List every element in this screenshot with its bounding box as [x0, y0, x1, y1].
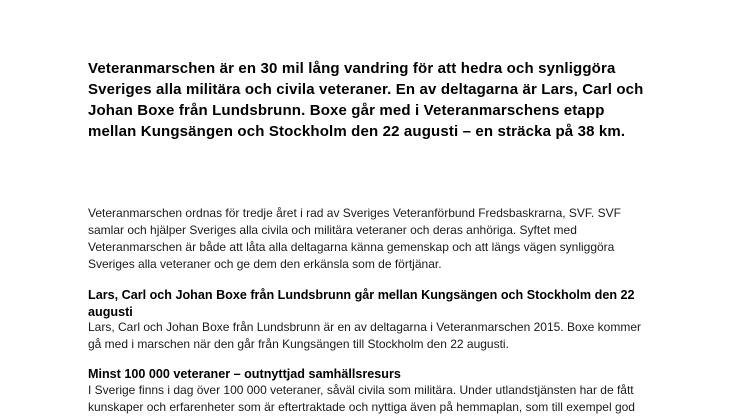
section-heading: Minst 100 000 veteraner – outnyttjad samhällsresurs	[88, 367, 401, 381]
section-paragraph: Lars, Carl och Johan Boxe från Lundsbrunn är en av deltagarna i Veteranmarschen 2015. Boxe kommer gå med i marschen när den går från Kungsängen till Stockholm den 22 augusti.	[88, 320, 641, 351]
intro-paragraph: Veteranmarschen ordnas för tredje året i rad av Sveriges Veteranförbund Fredsbaskrarna, SVF. SVF samlar och hjälper Sveriges alla civila och militära veteraner och deras anhöriga. Syftet med Veteranmarschen är både att låta alla deltagarna känna gemenskap och att längs vägen synliggöra Sveriges alla veteraner och ge dem den erkänsla som de förtjänar.	[88, 206, 621, 271]
section-paragraph: I Sverige finns i dag över 100 000 veteraner, såväl civila som militära. Under utlandstjänsten har de fått kunskaper och erfarenheter som är eftertraktade och nyttiga även på hemmaplan, som till exempel god	[88, 383, 635, 414]
lead-paragraph: Veteranmarschen är en 30 mil lång vandring för att hedra och synliggöra Sveriges alla militära och civila veteraner. En av deltagarna är Lars, Carl och Johan Boxe från Lundsbrunn. Boxe går med i Veteranmarschens etapp mellan Kungsängen och Stockholm den 22 augusti – en sträcka på 38 km.	[88, 60, 644, 140]
section-heading: Lars, Carl och Johan Boxe från Lundsbrunn går mellan Kungsängen och Stockholm den 22 augusti	[88, 288, 635, 319]
